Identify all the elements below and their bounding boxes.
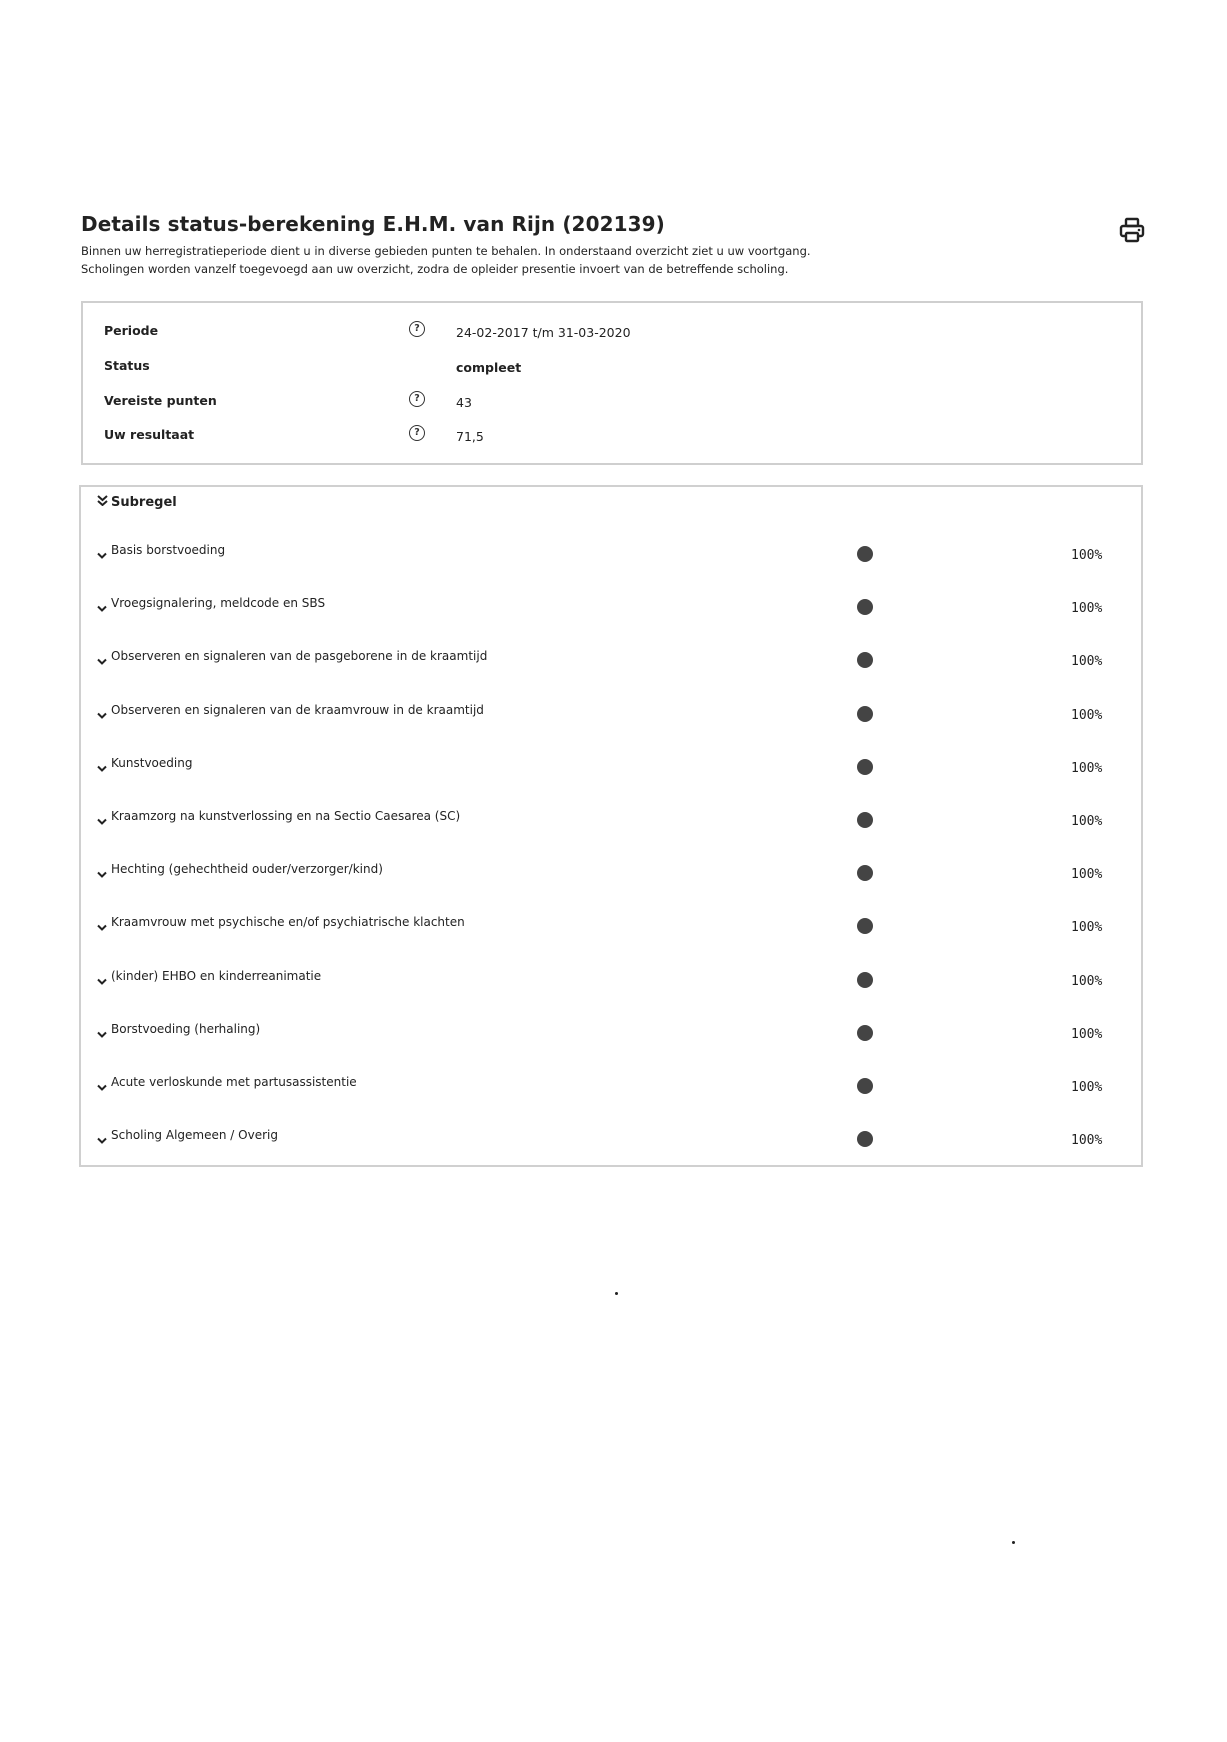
chevron-down-icon <box>97 758 106 767</box>
subregel-label: Vroegsignalering, meldcode en SBS <box>111 596 326 610</box>
status-dot-icon <box>857 652 873 668</box>
info-row-vereiste-punten <box>83 393 1141 419</box>
subregel-percent: 100% <box>1071 601 1103 616</box>
subregel-toggle[interactable] <box>97 495 177 510</box>
chevron-down-icon <box>97 651 106 660</box>
page-title: Details status-berekening E.H.M. van Rijn (202139) <box>81 212 665 236</box>
subregel-label: Kunstvoeding <box>111 756 193 770</box>
subregel-percent: 100% <box>1071 814 1103 829</box>
subregel-row[interactable] <box>81 1022 1141 1062</box>
info-label: Periode <box>104 323 159 338</box>
subregel-row[interactable] <box>81 756 1141 796</box>
chevron-down-icon <box>97 705 106 714</box>
subregel-panel <box>79 485 1143 1167</box>
subregel-label: Hechting (gehechtheid ouder/verzorger/kind) <box>111 862 383 876</box>
intro-line-2: Scholingen worden vanzelf toegevoegd aan uw overzicht, zodra de opleider presentie invoert van de betreffende scholing. <box>81 262 789 276</box>
status-dot-icon <box>857 1131 873 1147</box>
subregel-label: (kinder) EHBO en kinderreanimatie <box>111 969 322 983</box>
subregel-percent: 100% <box>1071 1080 1103 1095</box>
status-dot-icon <box>857 1025 873 1041</box>
info-panel <box>81 301 1143 465</box>
chevron-down-icon <box>97 1024 106 1033</box>
subregel-percent: 100% <box>1071 974 1103 989</box>
status-dot-icon <box>857 972 873 988</box>
status-dot-icon <box>857 546 873 562</box>
subregel-row[interactable] <box>81 1128 1141 1168</box>
status-dot-icon <box>857 812 873 828</box>
chevron-down-icon <box>97 917 106 926</box>
chevron-down-icon <box>97 971 106 980</box>
question-circle-icon[interactable]: ? <box>409 425 425 441</box>
question-circle-icon[interactable]: ? <box>409 391 425 407</box>
subregel-percent: 100% <box>1071 654 1103 669</box>
subregel-percent: 100% <box>1071 548 1103 563</box>
info-row-uw-resultaat <box>83 427 1141 453</box>
subregel-label: Kraamvrouw met psychische en/of psychiatrische klachten <box>111 915 465 929</box>
subregel-row[interactable] <box>81 1075 1141 1115</box>
subregel-percent: 100% <box>1071 1027 1103 1042</box>
status-dot-icon <box>857 599 873 615</box>
subregel-label: Acute verloskunde met partusassistentie <box>111 1075 357 1089</box>
chevron-down-icon <box>97 598 106 607</box>
info-value: 24-02-2017 t/m 31-03-2020 <box>456 325 631 340</box>
status-dot-icon <box>857 918 873 934</box>
chevron-down-icon <box>97 864 106 873</box>
subregel-row[interactable] <box>81 809 1141 849</box>
scan-speck <box>1012 1541 1015 1544</box>
info-label: Status <box>104 358 150 373</box>
info-value: 71,5 <box>456 429 484 444</box>
subregel-label: Observeren en signaleren van de kraamvrouw in de kraamtijd <box>111 703 484 717</box>
printer-icon[interactable] <box>1118 216 1146 244</box>
double-chevron-down-icon <box>97 495 108 509</box>
info-row-status <box>83 358 1141 384</box>
subregel-row[interactable] <box>81 596 1141 636</box>
chevron-down-icon <box>97 1077 106 1086</box>
scan-speck <box>615 1292 618 1295</box>
subregel-label: Borstvoeding (herhaling) <box>111 1022 261 1036</box>
info-label: Vereiste punten <box>104 393 217 408</box>
status-dot-icon <box>857 865 873 881</box>
subregel-label: Scholing Algemeen / Overig <box>111 1128 278 1142</box>
status-dot-icon <box>857 706 873 722</box>
subregel-row[interactable] <box>81 703 1141 743</box>
status-value: compleet <box>456 360 522 375</box>
question-circle-icon[interactable]: ? <box>409 321 425 337</box>
page-header <box>81 212 1141 278</box>
status-dot-icon <box>857 1078 873 1094</box>
chevron-down-icon <box>97 811 106 820</box>
subregel-percent: 100% <box>1071 867 1103 882</box>
info-value: 43 <box>456 395 472 410</box>
subregel-percent: 100% <box>1071 708 1103 723</box>
info-row-periode <box>83 323 1141 349</box>
intro-line-1: Binnen uw herregistratieperiode dient u in diverse gebieden punten te behalen. In onderstaand overzicht ziet u uw voortgang. <box>81 244 811 258</box>
subregel-row[interactable] <box>81 862 1141 902</box>
subregel-percent: 100% <box>1071 1133 1103 1148</box>
subregel-row[interactable] <box>81 649 1141 689</box>
subregel-header-label: Subregel <box>111 495 177 510</box>
subregel-percent: 100% <box>1071 761 1103 776</box>
subregel-label: Observeren en signaleren van de pasgeborene in de kraamtijd <box>111 649 488 663</box>
chevron-down-icon <box>97 1130 106 1139</box>
subregel-row[interactable] <box>81 969 1141 1009</box>
subregel-percent: 100% <box>1071 920 1103 935</box>
subregel-label: Basis borstvoeding <box>111 543 226 557</box>
status-dot-icon <box>857 759 873 775</box>
chevron-down-icon <box>97 545 106 554</box>
subregel-label: Kraamzorg na kunstverlossing en na Sectio Caesarea (SC) <box>111 809 461 823</box>
subregel-row[interactable] <box>81 543 1141 583</box>
info-label: Uw resultaat <box>104 427 195 442</box>
subregel-row[interactable] <box>81 915 1141 955</box>
